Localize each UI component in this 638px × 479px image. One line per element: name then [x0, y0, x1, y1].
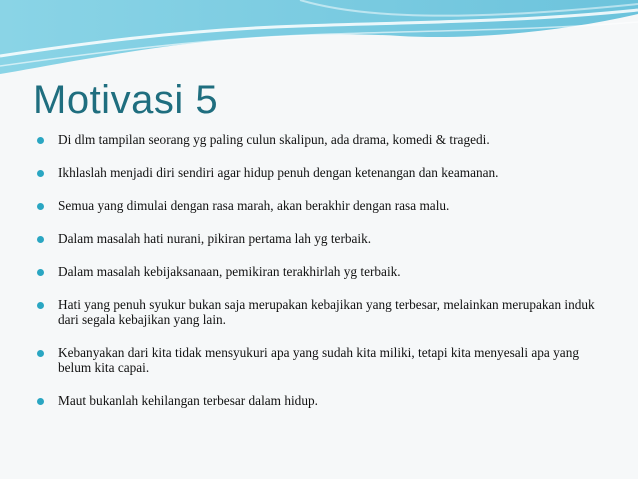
bullet-dot-icon — [37, 398, 44, 405]
bullet-item — [36, 232, 606, 247]
bullet-item — [36, 346, 606, 375]
bullet-text: Dalam masalah hati nurani, pikiran pertama lah yg terbaik. — [58, 231, 372, 246]
bullet-text: Hati yang penuh syukur bukan saja merupakan kebajikan yang terbesar, melainkan merupakan induk dari segala kebajikan yang lain. — [58, 297, 595, 327]
bullet-dot-icon — [37, 269, 44, 276]
bullet-dot-icon — [37, 302, 44, 309]
bullet-item — [36, 394, 606, 409]
bullet-dot-icon — [37, 350, 44, 357]
bullet-dot-icon — [37, 236, 44, 243]
bullet-dot-icon — [37, 137, 44, 144]
bullet-item — [36, 199, 606, 214]
bullet-dot-icon — [37, 170, 44, 177]
bullet-text: Semua yang dimulai dengan rasa marah, akan berakhir dengan rasa malu. — [58, 198, 450, 213]
bullet-text: Dalam masalah kebijaksanaan, pemikiran terakhirlah yg terbaik. — [58, 264, 401, 279]
bullet-text: Maut bukanlah kehilangan terbesar dalam hidup. — [58, 393, 318, 408]
bullet-dot-icon — [37, 203, 44, 210]
bullet-list — [36, 133, 606, 427]
bullet-item — [36, 265, 606, 280]
bullet-item — [36, 133, 606, 148]
bullet-text: Di dlm tampilan seorang yg paling culun skalipun, ada drama, komedi & tragedi. — [58, 132, 490, 147]
decorative-wave-header — [0, 0, 638, 80]
slide-title: Motivasi 5 — [33, 78, 219, 122]
bullet-text: Kebanyakan dari kita tidak mensyukuri apa yang sudah kita miliki, tetapi kita menyesali apa yang belum kita capai. — [58, 345, 580, 375]
bullet-item — [36, 298, 606, 327]
bullet-text: Ikhlaslah menjadi diri sendiri agar hidup penuh dengan ketenangan dan keamanan. — [58, 165, 499, 180]
bullet-item — [36, 166, 606, 181]
